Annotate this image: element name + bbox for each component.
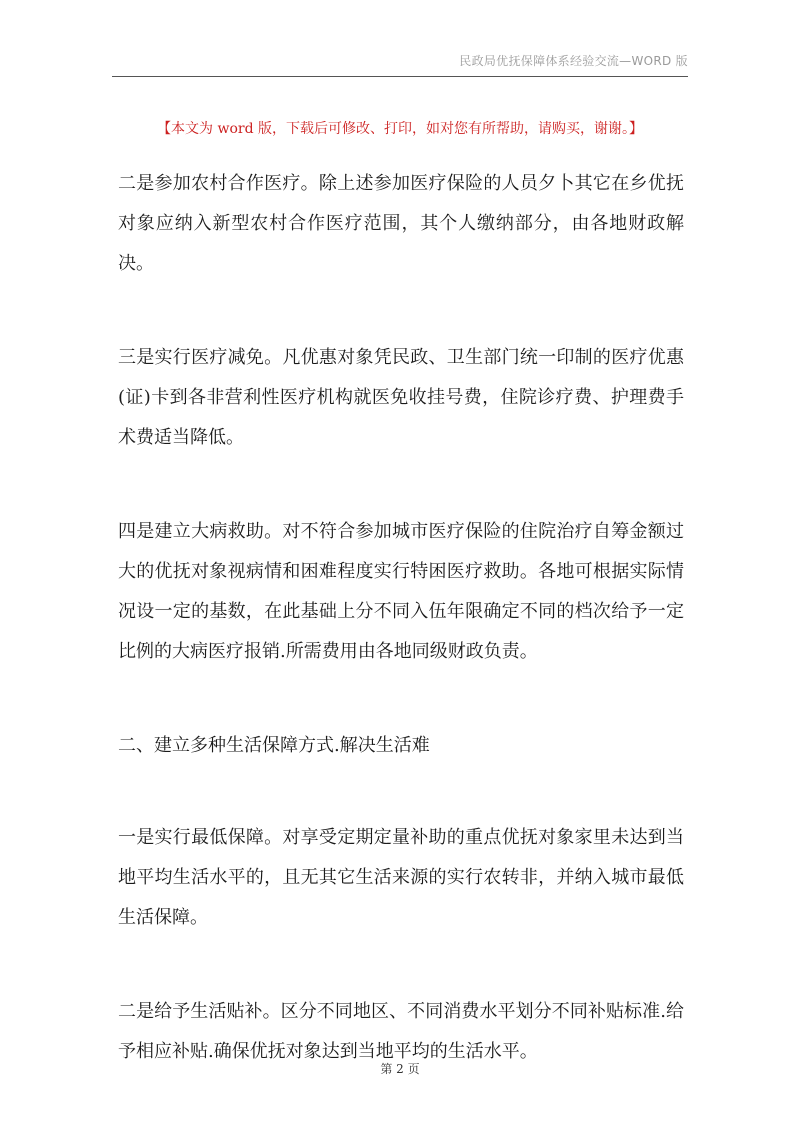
document-title: 民政局优抚保障体系经验交流—WORD 版 — [459, 54, 688, 68]
paragraph-living-subsidy: 二是给予生活贴补。区分不同地区、不同消费水平划分不同补贴标准.给予相应补贴.确保优抚对象达到当地平均的生活水平。 — [118, 1001, 684, 1062]
page-header — [112, 52, 688, 77]
document-body — [118, 164, 684, 1126]
paragraph-minimum-guarantee: 一是实行最低保障。对享受定期定量补助的重点优抚对象家里未达到当地平均生活水平的，且无其它生活来源的实行农转非，并纳入城市最低生活保障。 — [118, 827, 684, 928]
paragraph-serious-illness: 四是建立大病救助。对不符合参加城市医疗保险的住院治疗自筹金额过大的优抚对象视病情和困难程度实行特困医疗救助。各地可根据实际情况设一定的基数，在此基础上分不同入伍年限确定不同的档次给予一定比例的大病医疗报销.所需费用由各地同级财政负责。 — [118, 521, 684, 662]
paragraph-medical-reduction: 三是实行医疗减免。凡优惠对象凭民政、卫生部门统一印制的医疗优惠(证)卡到各非营利性医疗机构就医免收挂号费，住院诊疗费、护理费手术费适当降低。 — [118, 347, 684, 448]
section-heading: 二、建立多种生活保障方式.解决生活难 — [118, 735, 430, 756]
page-number: 第 2 页 — [380, 1062, 420, 1076]
purchase-notice: 【本文为 word 版，下载后可修改、打印，如对您有所帮助，请购买，谢谢。】 — [157, 121, 643, 137]
paragraph-rural-medical: 二是参加农村合作医疗。除上述参加医疗保险的人员夕卜其它在乡优抚对象应纳入新型农村合作医疗范围，其个人缴纳部分，由各地财政解决。 — [118, 173, 684, 274]
